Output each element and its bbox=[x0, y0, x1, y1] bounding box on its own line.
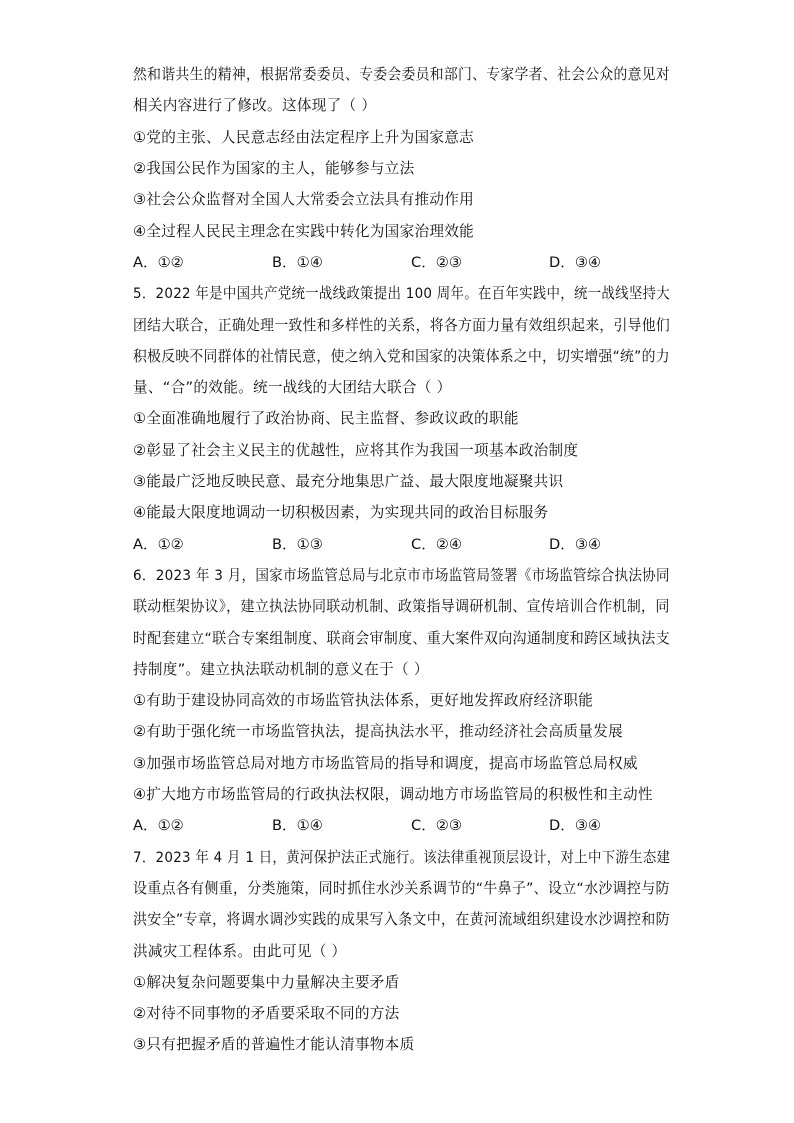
q6-option-a[interactable]: A．①② bbox=[133, 817, 184, 834]
q5-option-a[interactable]: A．①② bbox=[133, 536, 184, 553]
q4-option-b[interactable]: B．①④ bbox=[272, 254, 323, 271]
q6-option-c[interactable]: C．②③ bbox=[411, 817, 462, 834]
q4-option-a[interactable]: A．①② bbox=[133, 254, 184, 271]
q5-statement-1: ①全面准确地履行了政治协商、民主监督、参政议政的职能 bbox=[133, 410, 519, 427]
q6-option-b[interactable]: B．①④ bbox=[272, 817, 323, 834]
q5-stem-line: 量、“合”的效能。统一战线的大团结大联合（ ） bbox=[133, 379, 452, 396]
q7-statement-2: ②对待不同事物的矛盾要采取不同的方法 bbox=[133, 1005, 400, 1022]
q7-stem-line: 洪减灾工程体系。由此可见（ ） bbox=[133, 943, 347, 960]
q5-option-b[interactable]: B．①③ bbox=[272, 536, 323, 553]
q7-stem-line: 洪安全”专章，将调水调沙实践的成果写入条文中，在黄河流域组织建设水沙调控和防 bbox=[133, 911, 670, 928]
q6-statement-4: ④扩大地方市场监管局的行政执法权限，调动地方市场监管局的积极性和主动性 bbox=[133, 786, 653, 803]
q4-stem-line: 相关内容进行了修改。这体现了（ ） bbox=[133, 97, 377, 114]
q4-statement-3: ③社会公众监督对全国人大常委会立法具有推动作用 bbox=[133, 191, 475, 208]
q5-option-d[interactable]: D．③④ bbox=[549, 536, 601, 553]
q7-stem-line: 7．2023 年 4 月 1 日，黄河保护法正式施行。该法律重视顶层设计，对上中下游生态建 bbox=[133, 849, 671, 866]
q5-stem-line: 团结大联合，正确处理一致性和多样性的关系，将各方面力量有效组织起来，引导他们 bbox=[133, 317, 670, 334]
q6-option-d[interactable]: D．③④ bbox=[549, 817, 601, 834]
q5-statement-4: ④能最大限度地调动一切积极因素，为实现共同的政治目标服务 bbox=[133, 504, 549, 521]
q6-stem-line: 持制度”。建立执法联动机制的意义在于（ ） bbox=[133, 661, 429, 678]
q5-statement-3: ③能最广泛地反映民意、最充分地集思广益、最大限度地凝聚共识 bbox=[133, 473, 564, 490]
q7-statement-3: ③只有把握矛盾的普遍性才能认清事物本质 bbox=[133, 1036, 415, 1053]
q4-option-c[interactable]: C．②③ bbox=[411, 254, 462, 271]
q7-stem-line: 设重点各有侧重，分类施策，同时抓住水沙关系调节的“牛鼻子”、设立“水沙调控与防 bbox=[133, 880, 670, 897]
q6-stem-line: 联动框架协议》，建立执法协同联动机制、政策指导调研机制、宣传培训合作机制，同 bbox=[133, 598, 670, 615]
q4-statement-1: ①党的主张、人民意志经由法定程序上升为国家意志 bbox=[133, 129, 475, 146]
q6-statement-1: ①有助于建设协同高效的市场监管执法体系，更好地发挥政府经济职能 bbox=[133, 692, 594, 709]
q4-statement-2: ②我国公民作为国家的主人，能够参与立法 bbox=[133, 160, 415, 177]
q7-statement-1: ①解决复杂问题要集中力量解决主要矛盾 bbox=[133, 974, 400, 991]
q6-statement-3: ③加强市场监管总局对地方市场监管局的指导和调度，提高市场监管总局权威 bbox=[133, 755, 638, 772]
q6-stem-line: 6．2023 年 3 月，国家市场监管总局与北京市市场监管局签署《市场监管综合执法协同 bbox=[133, 567, 670, 584]
q6-stem-line: 时配套建立“联合专案组制度、联商会审制度、重大案件双向沟通制度和跨区域执法支 bbox=[133, 630, 670, 647]
q4-option-d[interactable]: D．③④ bbox=[549, 254, 601, 271]
q5-stem-line: 5．2022 年是中国共产党统一战线政策提出 100 周年。在百年实践中，统一战线坚持大 bbox=[133, 285, 671, 302]
q4-statement-4: ④全过程人民民主理念在实践中转化为国家治理效能 bbox=[133, 223, 475, 240]
q5-option-c[interactable]: C．②④ bbox=[411, 536, 462, 553]
q4-stem-line: 然和谐共生的精神，根据常委委员、专委会委员和部门、专家学者、社会公众的意见对 bbox=[133, 66, 670, 83]
q5-statement-2: ②彰显了社会主义民主的优越性，应将其作为我国一项基本政治制度 bbox=[133, 442, 579, 459]
q6-statement-2: ②有助于强化统一市场监管执法，提高执法水平，推动经济社会高质量发展 bbox=[133, 723, 623, 740]
q5-stem-line: 积极反映不同群体的社情民意，使之纳入党和国家的决策体系之中，切实增强“统”的力 bbox=[133, 348, 670, 365]
